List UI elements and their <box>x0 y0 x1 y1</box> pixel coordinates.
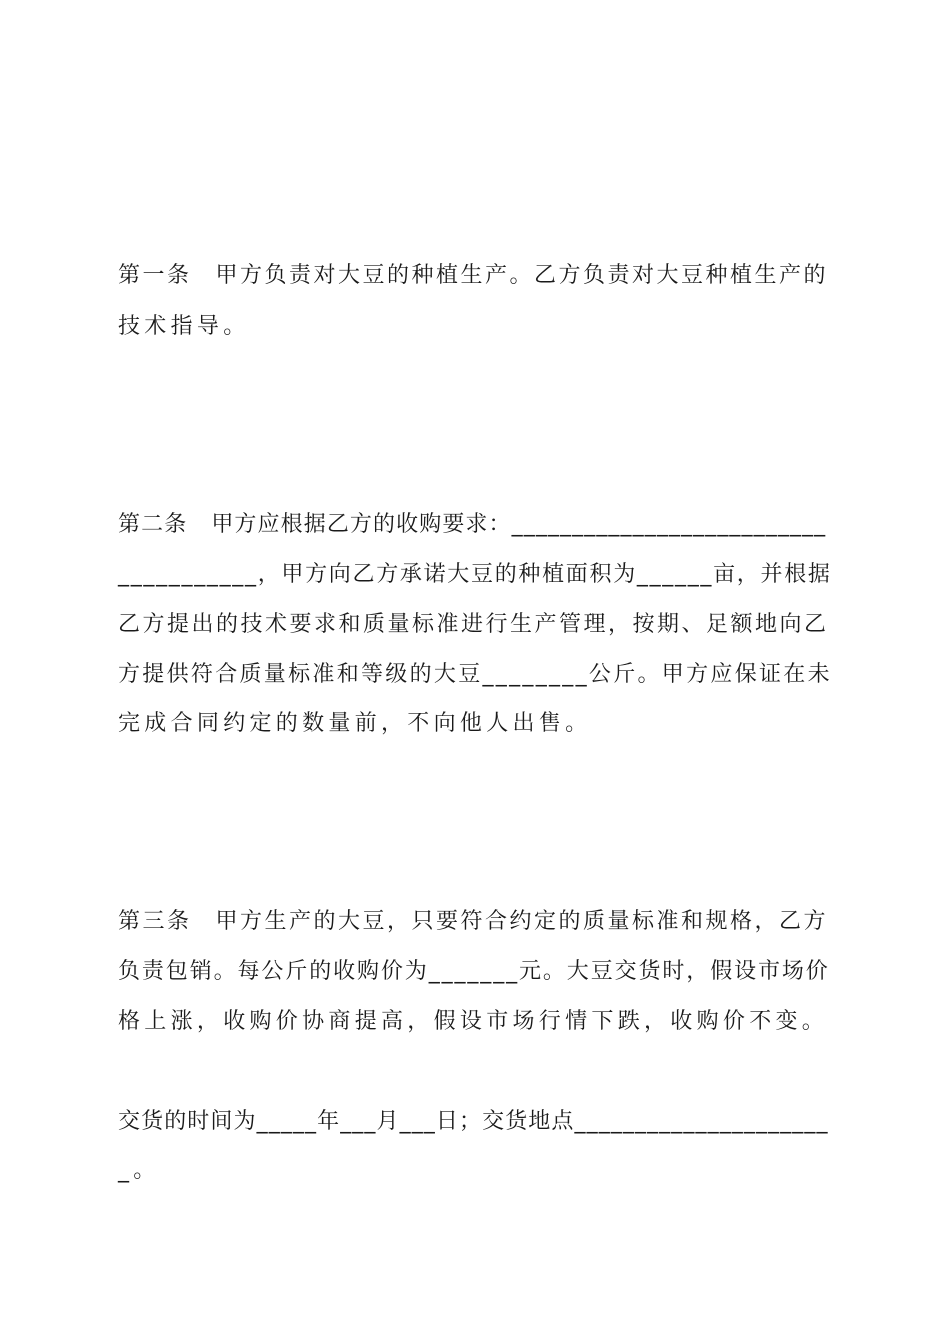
article-3-label: 第三条 <box>118 909 192 934</box>
article-3-line-1 <box>118 907 828 937</box>
article-3-text-1: 甲方生产的大豆，只要符合约定的质量标准和规格，乙方 <box>215 909 829 934</box>
article-3-line-3: 格上涨，收购价协商提高，假设市场行情下跌，收购价不变。 <box>118 1009 829 1034</box>
article-2-text-1: 甲方应根据乙方的收购要求：__________________________ <box>211 512 827 537</box>
article-1-line-1 <box>118 261 828 291</box>
article-2-line-3: 乙方提出的技术要求和质量标准进行生产管理，按期、足额地向乙 <box>118 612 829 637</box>
delivery-line-1: 交货的时间为_____年___月___日；交货地点_____________________ <box>118 1109 829 1134</box>
article-2-label: 第二条 <box>118 512 188 537</box>
article-2-line-5: 完成合同约定的数量前，不向他人出售。 <box>118 711 592 736</box>
article-2-line-4: 方提供符合质量标准和等级的大豆________公斤。甲方应保证在未 <box>118 662 832 687</box>
article-1-text-1: 甲方负责对大豆的种植生产。乙方负责对大豆种植生产的 <box>215 263 829 288</box>
article-2-line-1 <box>118 510 826 540</box>
article-1-line-2: 技术指导。 <box>118 314 250 339</box>
article-2-line-2: ___________，甲方向乙方承诺大豆的种植面积为______亩，并根据 <box>118 562 832 587</box>
article-3-line-2: 负责包销。每公斤的收购价为_______元。大豆交货时，假设市场价 <box>118 959 830 984</box>
article-1-label: 第一条 <box>118 263 192 288</box>
delivery-line-2: _。 <box>118 1158 160 1183</box>
